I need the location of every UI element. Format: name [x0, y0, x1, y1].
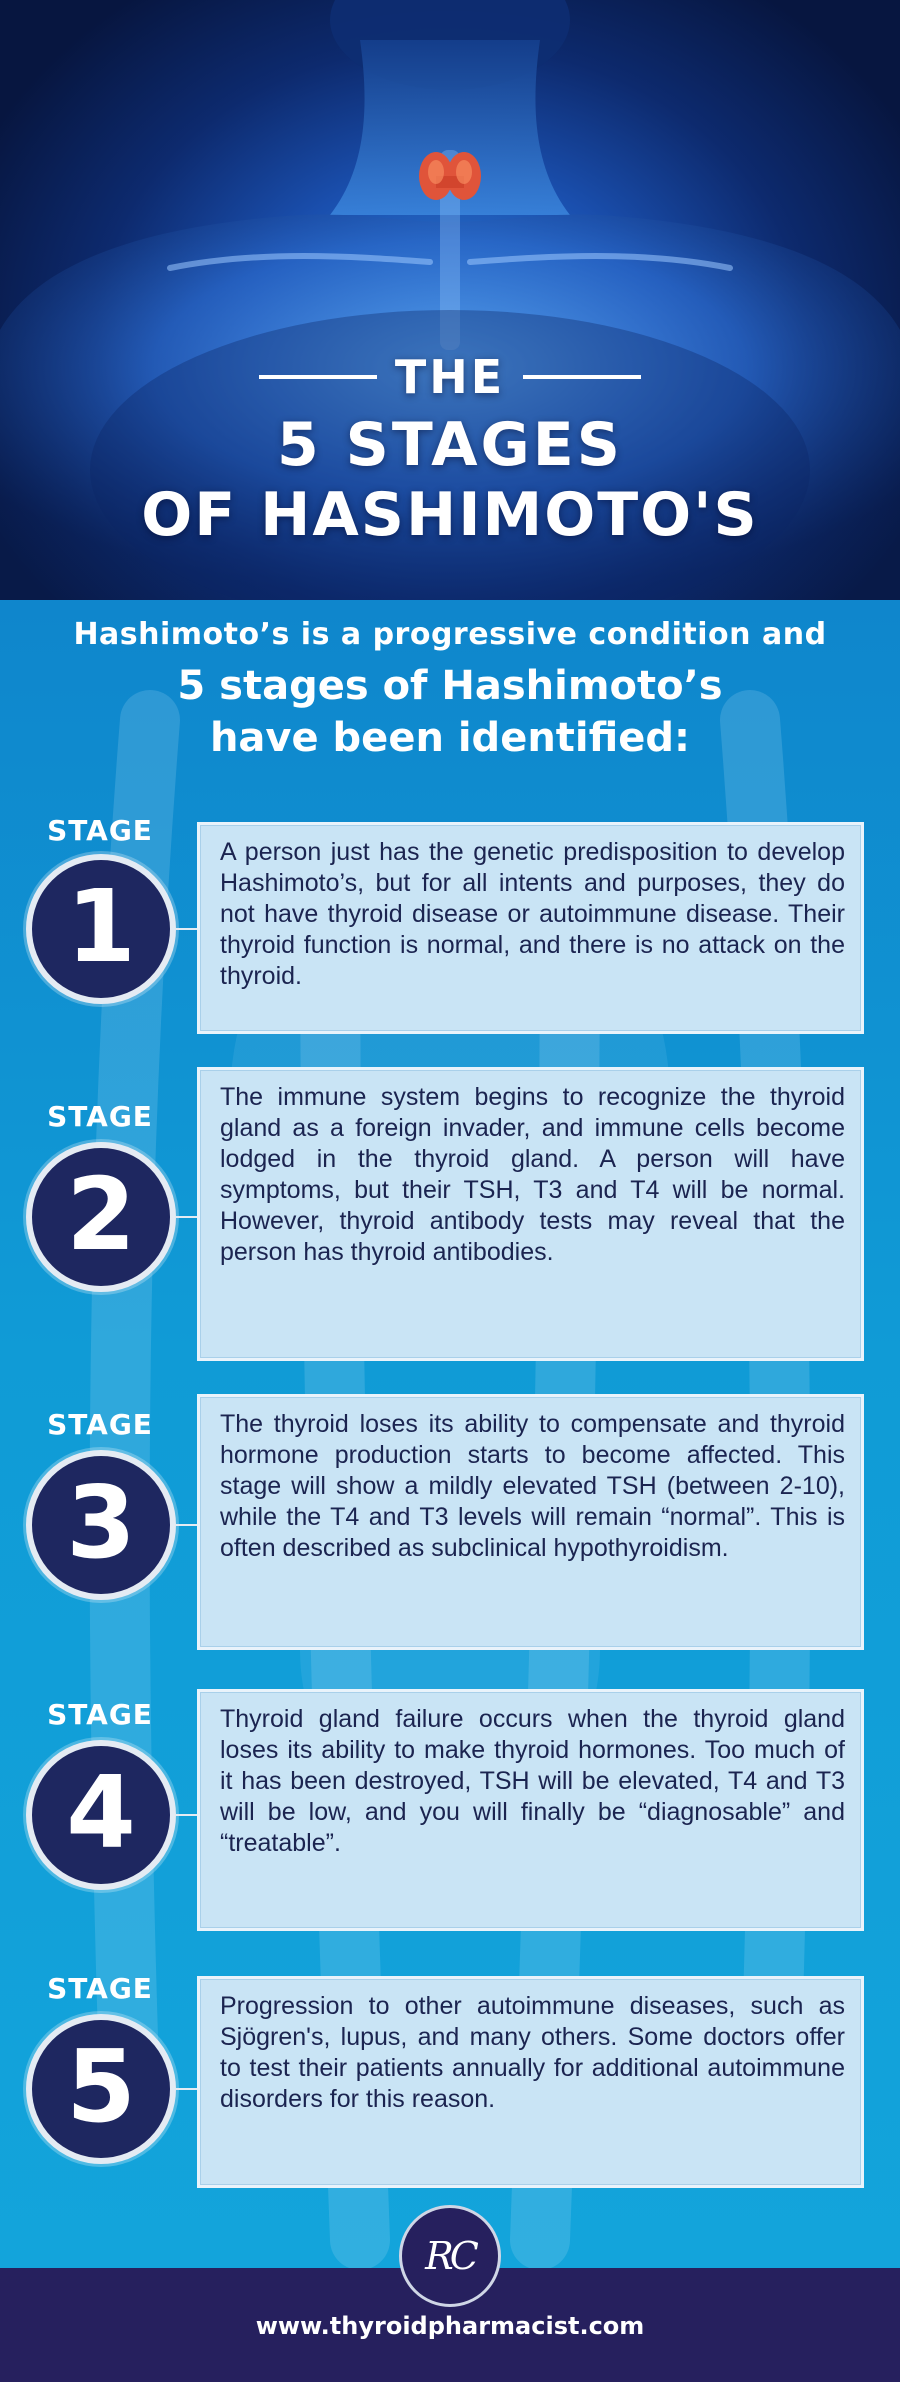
- stage-number: 3: [66, 1464, 136, 1581]
- hero-the-row: [0, 350, 900, 404]
- intro-line1: Hashimoto’s is a progressive condition and: [73, 617, 827, 652]
- hero-title-line1: 5 STAGES: [276, 410, 623, 480]
- intro-text: [0, 617, 900, 764]
- stage-number: 1: [66, 868, 136, 985]
- hero-title-line2: OF HASHIMOTO'S: [141, 480, 759, 550]
- hero-divider-right: [523, 375, 641, 379]
- stage-label: STAGE: [47, 1408, 153, 1441]
- stage-number-badge: [26, 1740, 176, 1890]
- stage-connector: [176, 1216, 198, 1218]
- stage-number: 5: [66, 2028, 136, 2145]
- stage-number: 2: [66, 1156, 136, 1273]
- intro-line2: 5 stages of Hashimoto’s: [177, 663, 723, 709]
- rc-logo-text: RC: [425, 2234, 475, 2278]
- stage-description: Progression to other autoimmune diseases, such as Sjögren's, lupus, and many others. Some doctors offer to test their patients annually for additional autoimmune disorders for this reason.: [197, 1976, 864, 2188]
- stage-number-badge: [26, 1450, 176, 1600]
- stage-description: Thyroid gland failure occurs when the thyroid gland loses its ability to make thyroid hormones. Too much of it has been destroyed, TSH will be elevated, T4 and T3 will be low, and you will finally be “diagnosable” and “treatable”.: [197, 1689, 864, 1931]
- stage-connector: [176, 2088, 198, 2090]
- stage-label: STAGE: [47, 1698, 153, 1731]
- stage-description: A person just has the genetic predisposition to develop Hashimoto’s, but for all intents and purposes, they do not have thyroid disease or autoimmune disease. Their thyroid function is normal, and there is no attack on the thyroid.: [197, 822, 864, 1034]
- website-link[interactable]: www.thyroidpharmacist.com: [255, 2312, 645, 2340]
- stage-number-badge: [26, 1142, 176, 1292]
- stage-connector: [176, 1814, 198, 1816]
- stage-number: 4: [66, 1754, 136, 1871]
- stage-label: STAGE: [47, 1972, 153, 2005]
- stage-number-badge: [26, 854, 176, 1004]
- stage-label: STAGE: [47, 814, 153, 847]
- stage-connector: [176, 928, 198, 930]
- intro-line3: have been identified:: [209, 715, 691, 761]
- stage-number-badge: [26, 2014, 176, 2164]
- stage-label: STAGE: [47, 1100, 153, 1133]
- stage-description: The immune system begins to recognize the thyroid gland as a foreign invader, and immune cells become lodged in the thyroid gland. A person will have symptoms, but their TSH, T3 and T4 will be normal. However, thyroid antibody tests may reveal that the person has thyroid antibodies.: [197, 1067, 864, 1361]
- hero-divider-left: [259, 375, 377, 379]
- stage-description: The thyroid loses its ability to compensate and thyroid hormone production starts to become affected. This stage will show a mildly elevated TSH (between 2-10), while the T4 and T3 levels will remain “normal”. This is often described as subclinical hypothyroidism.: [197, 1394, 864, 1650]
- hero-banner: [0, 0, 900, 600]
- rc-logo: [399, 2205, 501, 2307]
- hero-title: [0, 350, 900, 550]
- hero-the: THE: [394, 350, 506, 404]
- stage-connector: [176, 1524, 198, 1526]
- content-section: [0, 600, 900, 2268]
